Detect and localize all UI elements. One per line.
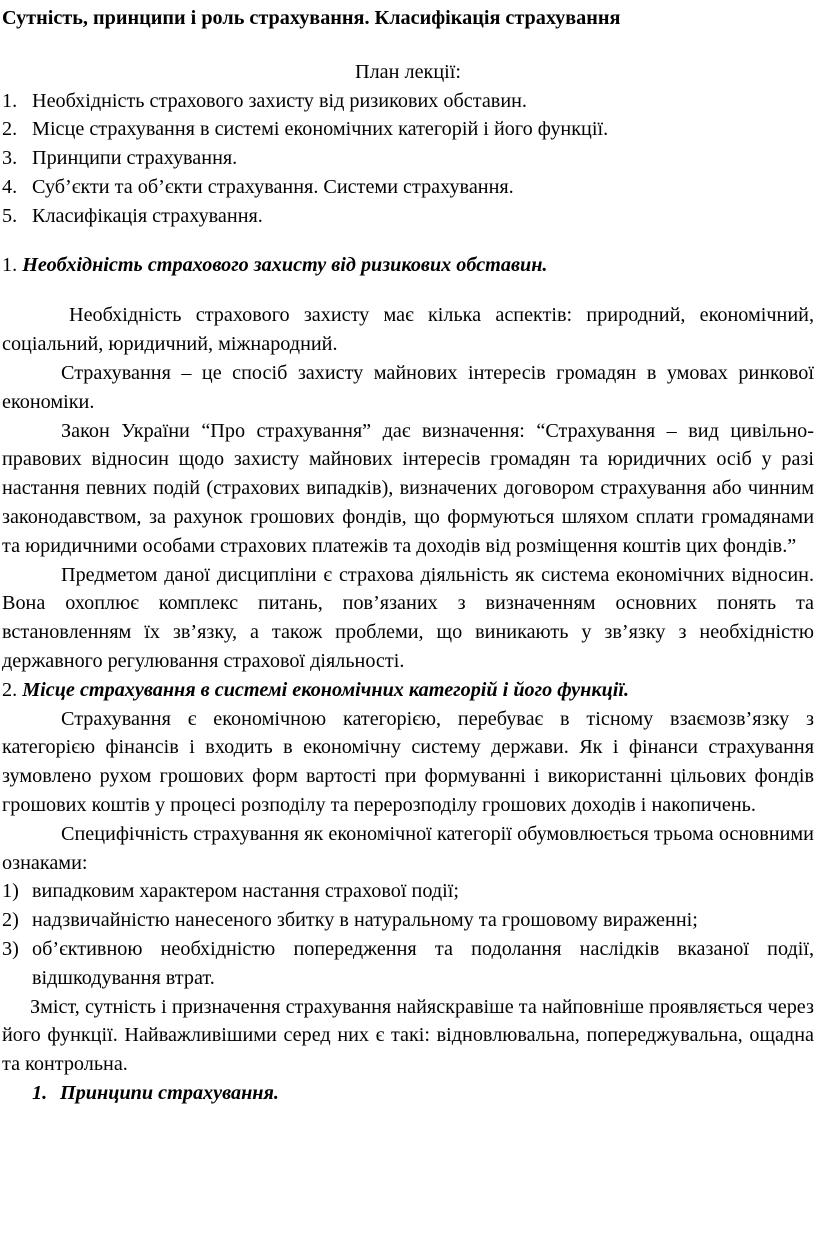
paragraph: Зміст, сутність і призначення страхування найяскравіше та найповніше проявляється через його функції. Найважливішими серед них є такі: відновлювальна, попереджувальна, ощадна та контрольна. bbox=[2, 995, 814, 1076]
plan-item-text: Класифікація страхування. bbox=[32, 204, 263, 227]
paragraph: Предметом даної дисципліни є страхова діяльність як система економічних відносин. Вона охоплює комплекс питань, пов’язаних з визначенням основних понять та встановленням їх зв’язку, а також проблеми, що виникають у зв’язку з необхідністю державного регулювання страхової діяльності. bbox=[2, 563, 814, 672]
features-list bbox=[2, 877, 814, 992]
feature-text: надзвичайністю нанесеного збитку в натуральному та грошовому вираженні; bbox=[32, 909, 698, 932]
plan-item-text: Місце страхування в системі економічних категорій і його функції. bbox=[32, 118, 609, 141]
plan-item bbox=[2, 173, 814, 202]
plan-heading: План лекції: bbox=[355, 60, 461, 83]
spacer bbox=[2, 231, 814, 251]
feature-text: випадковим характером настання страхової події; bbox=[32, 880, 459, 903]
section-heading-2 bbox=[2, 676, 814, 705]
section-title: Принципи страхування. bbox=[60, 1081, 279, 1104]
paragraph: Закон України “Про страхування” дає визначення: “Страхування – вид цивільно-правових відносин щодо захисту майнових інтересів громадян та юридичних осіб у разі настання певних подій (страхових випадків), визначених договором страхування або чинним законодавством, за рахунок грошових фондів, що формуються шляхом сплати громадянами та юридичними особами страхових платежів та доходів від розміщення коштів цих фондів.” bbox=[2, 419, 814, 557]
section-title: Місце страхування в системі економічних категорій і його функції. bbox=[22, 678, 630, 701]
plan-item bbox=[2, 144, 814, 173]
plan-item-text: Принципи страхування. bbox=[32, 147, 238, 170]
section-number: 1. bbox=[2, 253, 23, 276]
paragraph: Страхування – це спосіб захисту майнових інтересів громадян в умовах ринкової економіки. bbox=[2, 361, 814, 413]
paragraph: Страхування є економічною категорією, перебуває в тісному взаємозв’язку з категорією фінансів і входить в економічну систему держави. Як і фінанси страхування зумовлено рухом грошових форм вартості при формуванні і використанні цільових фондів грошових коштів у процесі розподілу та перерозподілу грошових доходів і накопичень. bbox=[2, 707, 814, 816]
feature-number: 1) bbox=[2, 880, 19, 903]
plan-item-number: 4. bbox=[2, 175, 18, 198]
paragraph: Специфічність страхування як економічної категорії обумовлюється трьома основними ознаками: bbox=[2, 822, 814, 874]
plan-item bbox=[2, 87, 814, 116]
plan-item-text: Необхідність страхового захисту від ризикових обставин. bbox=[32, 89, 527, 112]
section-number: 1. bbox=[32, 1081, 48, 1104]
document-title: Сутність, принципи і роль страхування. Класифікація страхування bbox=[2, 7, 621, 29]
section-title: Необхідність страхового захисту від ризикових обставин. bbox=[22, 253, 548, 276]
feature-text: об’єктивною необхідністю попередження та подолання наслідків вказаної події, відшкодування втрат. bbox=[32, 937, 814, 989]
feature-item bbox=[2, 935, 814, 993]
plan-item-text: Суб’єкти та об’єкти страхування. Системи страхування. bbox=[32, 175, 514, 198]
plan-list bbox=[2, 87, 814, 231]
section-heading-1 bbox=[2, 251, 814, 280]
plan-item-number: 5. bbox=[2, 204, 18, 227]
feature-item bbox=[2, 877, 814, 906]
plan-item-number: 3. bbox=[2, 147, 18, 170]
plan-item-number: 1. bbox=[2, 89, 18, 112]
paragraph: Необхідність страхового захисту має кілька аспектів: природний, економічний, соціальний, юридичний, міжнародний. bbox=[2, 304, 814, 356]
plan-item bbox=[2, 202, 814, 231]
section-heading-3 bbox=[32, 1079, 814, 1108]
feature-number: 2) bbox=[2, 909, 19, 932]
feature-number: 3) bbox=[2, 937, 19, 960]
section-number: 2. bbox=[2, 678, 23, 701]
feature-item bbox=[2, 906, 814, 935]
plan-item-number: 2. bbox=[2, 118, 18, 141]
plan-item bbox=[2, 115, 814, 144]
